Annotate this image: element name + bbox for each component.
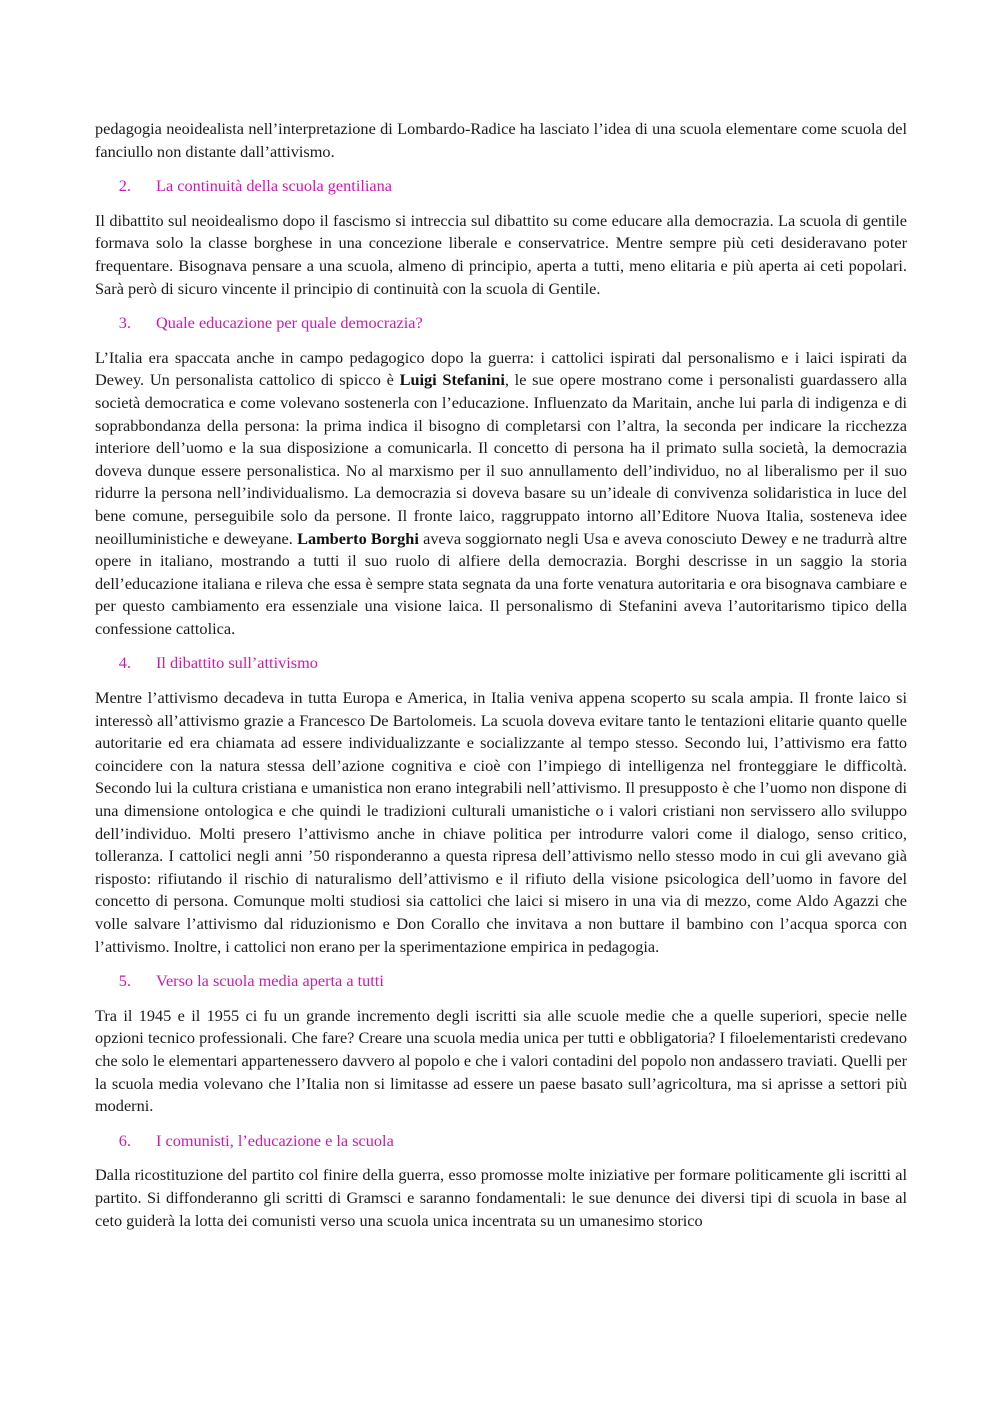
paragraph-text: aveva soggiornato negli Usa e aveva conosciuto Dewey e ne tradurrà altre opere in italiano, mostrando a tutti il suo ruolo di alfiere della democrazia. Borghi descrisse in un saggio la storia dell’educazione italiana e rileva che essa è sempre stata segnata da una forte venatura autoritaria e ora bisognava cambiare e per questo cambiamento era essenziale una visione laica. Il personalismo di Stefanini aveva l’autoritarismo tipico della confessione cattolica. <box>95 528 908 638</box>
bold-name-stefanini: Luigi Stefanini <box>399 370 505 390</box>
section-paragraph-5: Tra il 1945 e il 1955 ci fu un grande incremento degli iscritti sia alle scuole medie che a quelle superiori, specie nelle opzioni tecnico professionali. Che fare? Creare una scuola media unica per tutti e obbligatoria? I filoelementaristi credevano che solo le elementari appartenessero davvero al popolo e che i valori contadini del popolo non andassero traviati. Quelli per la scuola media volevano che l’Italia non si limitasse ad essere un paese basato sull’agricoltura, ma si aprisse a settori più moderni. <box>95 1005 907 1116</box>
section-title: Il dibattito sull’attivismo <box>156 653 318 673</box>
section-paragraph-6: Dalla ricostituzione del partito col finire della guerra, esso promosse molte iniziative per formare politicamente gli iscritti al partito. Si diffonderanno gli scritti di Gramsci e saranno fondamentali: le sue denunce dei diversi tipi di scuola in base al ceto guiderà la lotta dei comunisti verso una scuola unica incentrata su un umanesimo storico <box>95 1165 907 1230</box>
section-heading-4 <box>95 652 907 675</box>
document-page <box>95 118 907 1232</box>
section-number: 5. <box>118 971 131 991</box>
section-title: I comunisti, l’educazione e la scuola <box>156 1130 394 1150</box>
section-title: La continuità della scuola gentiliana <box>156 176 392 196</box>
section-title: Verso la scuola media aperta a tutti <box>156 971 384 991</box>
section-heading-2 <box>95 175 907 198</box>
section-paragraph-4: Mentre l’attivismo decadeva in tutta Europa e America, in Italia veniva appena scoperto su scala ampia. Il fronte laico si interessò all’attivismo grazie a Francesco De Bartolomeis. La scuola doveva evitare tanto le tentazioni elitarie quanto quelle autoritarie ed era chiamata ad essere individualizzante e socializzante al tempo stesso. Secondo lui, l’attivismo era fatto coincidere con la natura stessa dell’azione cognitiva e cioè con l’impiego di intelligenza nel fronteggiare le difficoltà. Secondo lui la cultura cristiana e umanistica non erano integrabili nell’attivismo. Il presupposto è che l’uomo non dispone di una dimensione ontologica e che quindi le tradizioni culturali umanistiche o i valori cristiani non servissero allo sviluppo dell’individuo. Molti presero l’attivismo anche in chiave politica per introdurre valori come il dialogo, senso critico, tolleranza. I cattolici negli anni ’50 risponderanno a questa ripresa dell’attivismo nello stesso modo in cui gli avevano già risposto: rifiutando il rischio di naturalismo dell’attivismo e il rifiuto della visione psicologica dell’uomo in favore del concetto di persona. Comunque molti studiosi sia cattolici che laici si misero in una via di mezzo, come Aldo Agazzi che volle salvare l’attivismo dal riduzionismo e Don Corallo che invitava a non buttare il bambino con l’acqua sporca con l’attivismo. Inoltre, i cattolici non erano per la sperimentazione empirica in pedagogia. <box>95 688 907 956</box>
paragraph-text: , le sue opere mostrano come i personalisti guardassero alla società democratica e come volevano sostenerla con l’educazione. Influenzato da Maritain, anche lui parla di indigenza e di soprabbondanza della persona: la prima indica il bisogno di completarsi con l’altra, la seconda per indicare la ricchezza interiore dell’uomo e la sua disposizione a comunicarla. Il concetto di persona ha il primato sulla società, la democrazia doveva dunque essere personalistica. No al marxismo per il suo annullamento dell’individuo, no al liberalismo per il suo ridurre la persona nell’individualismo. La democrazia si doveva basare su un’ideale di convivenza solidaristica in luce del bene comune, perseguibile solo da persone. Il fronte laico, raggruppato intorno all’Editore Nuova Italia, sosteneva idee neoilluministiche e deweyane. <box>95 370 907 548</box>
intro-paragraph: pedagogia neoidealista nell’interpretazione di Lombardo-Radice ha lasciato l’idea di una scuola elementare come scuola del fanciullo non distante dall’attivismo. <box>95 119 907 161</box>
section-number: 6. <box>118 1130 131 1150</box>
section-heading-5 <box>95 970 907 993</box>
section-number: 2. <box>118 176 131 196</box>
section-title: Quale educazione per quale democrazia? <box>156 313 423 333</box>
bold-name-borghi: Lamberto Borghi <box>297 528 419 548</box>
paragraph-text: L’Italia era spaccata anche in campo pedagogico dopo la guerra: i cattolici ispirati dal personalismo e i laici ispirati da Dewey. Un personalista cattolico di spicco è <box>95 347 907 390</box>
section-number: 4. <box>118 653 131 673</box>
section-number: 3. <box>118 313 131 333</box>
section-paragraph-3 <box>95 347 907 641</box>
section-heading-3 <box>95 312 907 335</box>
section-heading-6 <box>95 1130 907 1153</box>
section-paragraph-2: Il dibattito sul neoidealismo dopo il fascismo si intreccia sul dibattito su come educare alla democrazia. La scuola di gentile formava solo la classe borghese in una concezione liberale e conservatrice. Mentre sempre più ceti desideravano poter frequentare. Bisognava pensare a una scuola, almeno di principio, aperta a tutti, meno elitaria e più aperta ai ceti popolari. Sarà però di sicuro vincente il principio di continuità con la scuola di Gentile. <box>95 210 907 298</box>
